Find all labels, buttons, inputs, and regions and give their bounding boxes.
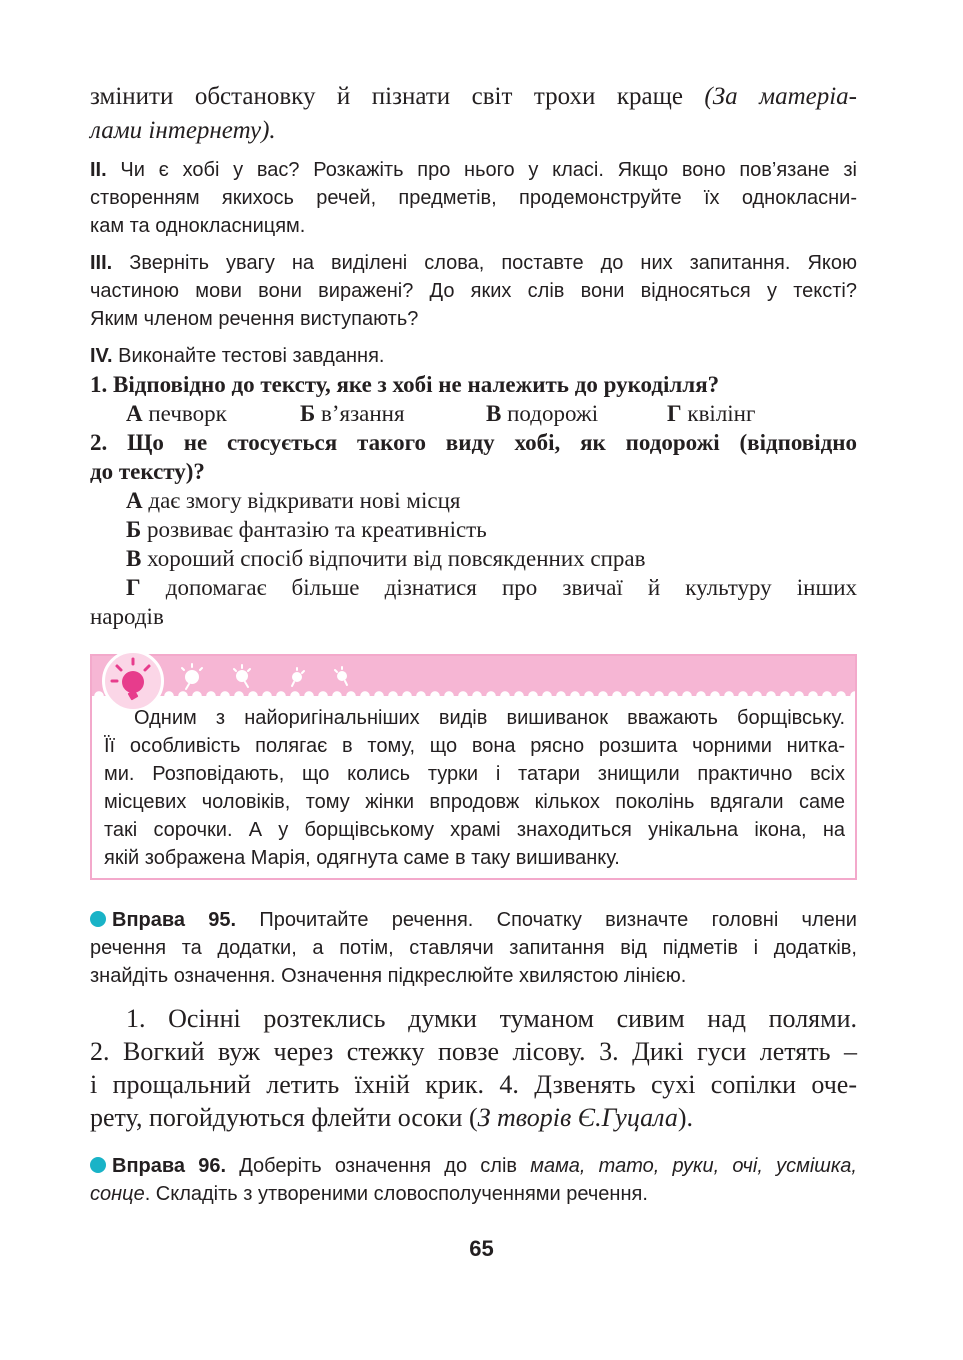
option-c: В подорожі: [486, 401, 599, 426]
intro-source: (За матеріа-: [704, 83, 857, 110]
intro-text: змінити обстановку й пізнати світ трохи краще: [90, 83, 705, 110]
test-question-2: 2. Що не стосується такого виду хобі, як подорожі (відповідно до тексту)?: [90, 430, 857, 484]
page-number: 65: [469, 1236, 494, 1261]
small-lightbulbs-icon: [172, 660, 372, 694]
lightbulb-badge: [102, 650, 164, 712]
lightbulb-icon: [105, 653, 161, 709]
option-a: А печворк: [126, 401, 227, 426]
task-3: ІІІ. Зверніть увагу на виділені слова, поставте до них запитання. Якою частиною мови вони виражені? До яких слів вони відносяться у тексті? Яким членом речення виступають?: [90, 252, 857, 330]
option-d: Г квілінг: [667, 401, 756, 426]
info-callout: [90, 654, 857, 880]
task-2-label: ІІ.: [90, 159, 107, 181]
test-block: [90, 370, 857, 631]
intro-source-cont: лами інтернету).: [90, 117, 276, 144]
test-question-2-option-b: Б розвиває фантазію та креативність: [126, 517, 487, 542]
bullet-icon: [90, 1157, 106, 1173]
test-question-2-option-a: А дає змогу відкривати нові місця: [126, 488, 461, 513]
exercise-96: Вправа 96. Доберіть означення до слів мама, тато, руки, очі, усмішка, сонце. Складіть з утвореними словосполученнями речення.: [90, 1155, 857, 1205]
task-4-label: IV.: [90, 345, 113, 367]
exercise-95-label: Вправа 95.: [112, 909, 237, 931]
test-question-1-options: [90, 399, 857, 428]
exercise-95-text: 1. Осінні розтеклись думки туманом сивим над полями. 2. Вогкий вуж через стежку повзе лісову. 3. Дикі гуси летять – і прощальний летить їхній крик. 4. Дзвенять сухі сопілки оче- рету, погойдуються флейти осоки (З творів Є.Гуцала).: [90, 1004, 857, 1132]
test-question-2-option-c: В хороший спосіб відпочити від повсякденних справ: [126, 546, 646, 571]
option-b: Б в’язання: [300, 401, 405, 426]
intro-paragraph: [90, 80, 857, 148]
test-question-2-option-d: Г допомагає більше дізнатися про звичаї й культуру інших народів: [90, 575, 857, 629]
poem-source: З творів Є.Гуцала: [477, 1103, 678, 1132]
exercise-96-label: Вправа 96.: [112, 1155, 227, 1177]
task-2: ІІ. Чи є хобі у вас? Розкажіть про нього у класі. Якщо воно пов’язане зі створенням якихось речей, предметів, продемонструйте їх однокласни- кам та однокласницям.: [90, 159, 857, 237]
exercise-95: Вправа 95. Прочитайте речення. Спочатку визначте головні члени речення та додатки, а потім, ставлячи запитання від підметів і додатків, знайдіть означення. Означення підкреслюйте хвилястою лінією.: [90, 909, 857, 987]
bullet-icon: [90, 911, 106, 927]
test-question-1: 1. Відповідно до тексту, яке з хобі не належить до рукоділля?: [90, 372, 720, 397]
callout-text: Одним з найоригінальніших видів вишиванок вважають борщівську. Її особливість полягає в тому, що вона рясно розшита чорними нитка- ми. Розповідають, що колись турки і татари знищили практично всіх місцевих чоловіків, тому жінки впродовж кількох поколінь вдягали саме такі сорочки. А у борщівському храмі знаходиться унікальна ікона, на якій зображена Марія, одягнута саме в таку вишиванку.: [104, 707, 845, 869]
task-3-label: ІІІ.: [90, 252, 113, 274]
task-4: IV. Виконайте тестові завдання.: [90, 345, 385, 367]
